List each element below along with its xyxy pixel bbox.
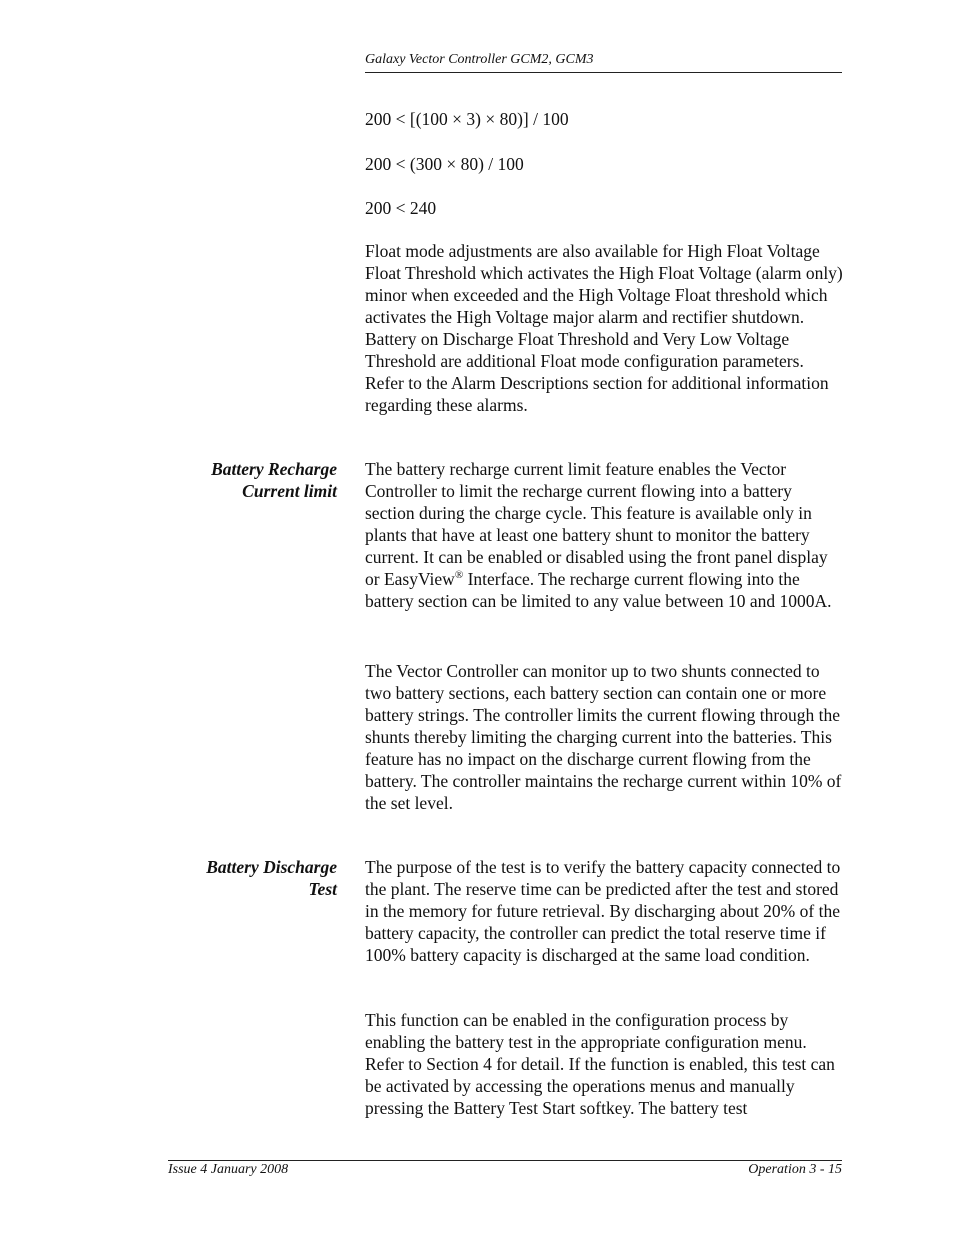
footer-page-number: Operation 3 - 15 bbox=[748, 1162, 842, 1177]
footer-rule bbox=[168, 1160, 842, 1161]
discharge-paragraph-1: The purpose of the test is to verify the battery capacity connected to the plant. The reserve time can be predicted after the test and stored in the memory for future retrieval. By discharging about 20% of the battery capacity, the controller can predict the total reserve time if 100% battery capacity is discharged at the same load condition. bbox=[365, 857, 841, 965]
formula-line-3: 200 < 240 bbox=[365, 198, 437, 218]
recharge-paragraph-1-text-continued: Interface. The recharge current flowing into the battery section can be limited to any value between 10 and 1000A. bbox=[365, 569, 832, 611]
page-header-title: Galaxy Vector Controller GCM2, GCM3 bbox=[365, 52, 594, 67]
section-heading-line: Battery Discharge bbox=[206, 857, 337, 877]
formula-line-1: 200 < [(100 × 3) × 80)] / 100 bbox=[365, 109, 569, 129]
recharge-paragraph-1-text: The battery recharge current limit feature enables the Vector Controller to limit the recharge current flowing into a battery section during the charge cycle. This feature is available only in plants that have at least one battery shunt to monitor the battery current. It can be enabled or disabled using the front panel display or EasyView bbox=[365, 459, 828, 589]
recharge-paragraph-1 bbox=[365, 458, 843, 612]
section-heading-line: Battery Recharge bbox=[211, 459, 337, 479]
discharge-paragraph-2: This function can be enabled in the configuration process by enabling the battery test in the appropriate configuration menu. Refer to Section 4 for detail. If the function is enabled, this test can be activated by accessing the operations menus and manually pressing the Battery Test Start softkey. The battery test bbox=[365, 1010, 835, 1118]
section-heading-battery-discharge bbox=[137, 856, 337, 900]
footer-issue-date: Issue 4 January 2008 bbox=[168, 1162, 289, 1177]
formula-line-2: 200 < (300 × 80) / 100 bbox=[365, 154, 524, 174]
registered-mark: ® bbox=[454, 569, 464, 582]
recharge-paragraph-2: The Vector Controller can monitor up to two shunts connected to two battery sections, each battery section can contain one or more battery strings. The controller limits the current flowing through the shunts thereby limiting the charging current into the batteries. This feature has no impact on the discharge current flowing from the battery. The controller maintains the recharge current within 10% of the set level. bbox=[365, 661, 842, 813]
section-heading-line: Test bbox=[308, 879, 337, 899]
section-heading-line: Current limit bbox=[242, 481, 337, 501]
section-heading-battery-recharge bbox=[137, 458, 337, 502]
header-rule bbox=[365, 72, 842, 73]
float-mode-paragraph: Float mode adjustments are also available for High Float Voltage Float Threshold which activates the High Float Voltage (alarm only) minor when exceeded and the High Voltage Float threshold which activates the High Voltage major alarm and rectifier shutdown. Battery on Discharge Float Threshold and Very Low Voltage Threshold are additional Float mode configuration parameters. Refer to the Alarm Descriptions section for additional information regarding these alarms. bbox=[365, 241, 843, 415]
